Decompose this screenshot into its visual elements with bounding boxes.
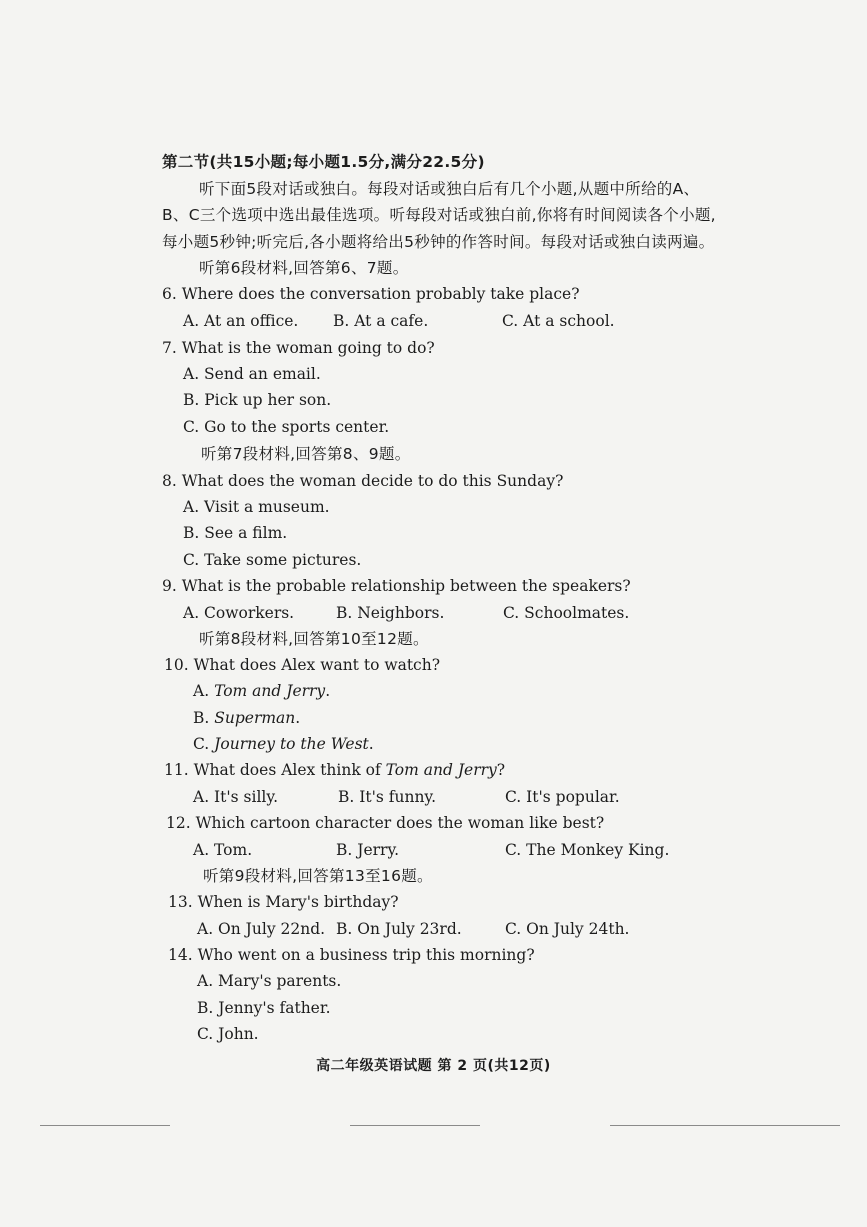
question-7-stem: 7. What is the woman going to do? [162, 339, 435, 357]
question-7-option-b: B. Pick up her son. [183, 391, 332, 409]
group-7-heading: 听第7段材料,回答第8、9题。 [201, 445, 411, 463]
question-10-option-a: A. Tom and Jerry. [193, 682, 331, 700]
question-11-option-a: A. It's silly. [193, 788, 278, 806]
instruction-line-3: 每小题5秒钟;听完后,各小题将给出5秒钟的作答时间。每段对话或独白读两遍。 [162, 233, 715, 251]
bottom-rule-middle [350, 1125, 480, 1126]
question-14-stem: 14. Who went on a business trip this morning? [168, 946, 535, 964]
question-9-option-c: C. Schoolmates. [503, 604, 630, 622]
question-10-option-b: B. Superman. [193, 709, 301, 727]
question-8-stem: 8. What does the woman decide to do this Sunday? [162, 472, 564, 490]
section-title: 第二节(共15小题;每小题1.5分,满分22.5分) [162, 153, 485, 171]
question-7-option-c: C. Go to the sports center. [183, 418, 390, 436]
group-8-heading: 听第8段材料,回答第10至12题。 [199, 630, 429, 648]
question-14-option-b: B. Jenny's father. [197, 999, 331, 1017]
question-13-option-c: C. On July 24th. [505, 920, 630, 938]
group-6-heading: 听第6段材料,回答第6、7题。 [199, 259, 409, 277]
question-11-option-b: B. It's funny. [338, 788, 437, 806]
question-6-option-c: C. At a school. [502, 312, 615, 330]
question-8-option-a: A. Visit a museum. [183, 498, 330, 516]
group-9-heading: 听第9段材料,回答第13至16题。 [203, 867, 433, 885]
question-6-option-b: B. At a cafe. [333, 312, 429, 330]
question-6-option-a: A. At an office. [183, 312, 299, 330]
question-8-option-c: C. Take some pictures. [183, 551, 362, 569]
instruction-line-2: B、C三个选项中选出最佳选项。听每段对话或独白前,你将有时间阅读各个小题, [162, 206, 716, 224]
page-footer: 高二年级英语试题 第 2 页(共12页) [316, 1058, 551, 1074]
question-10-option-c: C. Journey to the West. [193, 735, 374, 753]
instruction-line-1: 听下面5段对话或独白。每段对话或独白后有几个小题,从题中所给的A、 [199, 180, 700, 198]
question-14-option-a: A. Mary's parents. [197, 972, 342, 990]
question-12-option-a: A. Tom. [193, 841, 253, 859]
question-10-stem: 10. What does Alex want to watch? [164, 656, 441, 674]
question-12-option-b: B. Jerry. [336, 841, 400, 859]
question-12-option-c: C. The Monkey King. [505, 841, 670, 859]
question-8-option-b: B. See a film. [183, 524, 288, 542]
question-11-option-c: C. It's popular. [505, 788, 620, 806]
question-14-option-c: C. John. [197, 1025, 259, 1043]
question-9-stem: 9. What is the probable relationship between the speakers? [162, 577, 631, 595]
question-13-stem: 13. When is Mary's birthday? [168, 893, 399, 911]
question-13-option-b: B. On July 23rd. [336, 920, 462, 938]
question-9-option-a: A. Coworkers. [183, 604, 295, 622]
bottom-rule-right [610, 1125, 840, 1126]
question-12-stem: 12. Which cartoon character does the woman like best? [166, 814, 605, 832]
question-9-option-b: B. Neighbors. [336, 604, 445, 622]
question-13-option-a: A. On July 22nd. [197, 920, 326, 938]
bottom-rule-left [40, 1125, 170, 1126]
question-11-stem: 11. What does Alex think of Tom and Jerry? [164, 761, 506, 779]
question-7-option-a: A. Send an email. [183, 365, 321, 383]
question-6-stem: 6. Where does the conversation probably take place? [162, 285, 580, 303]
